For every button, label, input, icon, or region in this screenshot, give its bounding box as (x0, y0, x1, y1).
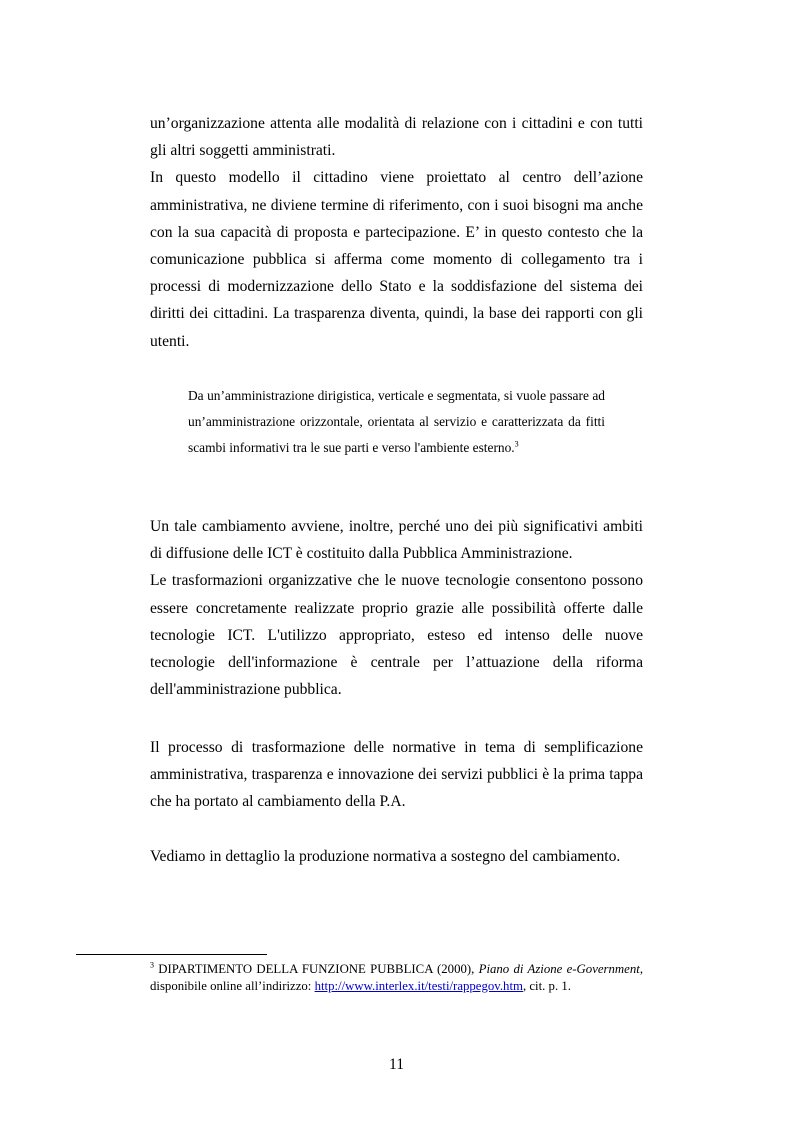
footnote (150, 961, 643, 994)
footnote-text: , disponibile online all’indirizzo: (150, 962, 644, 993)
body-text-closing (150, 843, 643, 870)
footnote-title: Piano di Azione e-Government (478, 962, 640, 976)
body-text-middle (150, 513, 643, 703)
footnote-separator (76, 954, 267, 955)
block-quote-text: Da un’amministrazione dirigistica, verticale e segmentata, si vuole passare ad un’amministrazione orizzontale, orientata al servizio e caratterizzata da fitti scambi informativi tra le sue parti e verso l'ambiente esterno. (188, 388, 605, 455)
body-text-top (150, 110, 643, 355)
paragraph-continued: un’organizzazione attenta alle modalità di relazione con i cittadini e con tutti gli altri soggetti amministrati. (150, 115, 643, 160)
footnote-link[interactable]: http://www.interlex.it/testi/rappegov.htm (314, 978, 523, 993)
paragraph-closing: Vediamo in dettaglio la produzione normativa a sostegno del cambiamento. (150, 848, 621, 865)
paragraph-regulation-process: Il processo di trasformazione delle normative in tema di semplificazione amministrativa, trasparenza e innovazione dei servizi pubblici è la prima tappa che ha portato al cambiamento della P.A. (150, 739, 643, 811)
paragraph-organizational-change: Le trasformazioni organizzative che le nuove tecnologie consentono possono essere concretamente realizzate proprio grazie alle possibilità offerte dalle tecnologie ICT. L'utilizzo appropriato, esteso ed intenso delle nuove tecnologie dell'informazione è centrale per l’attuazione della riforma dell'amministrazione pubblica. (150, 572, 643, 699)
page-number: 11 (388, 1056, 404, 1073)
footnote-number: 3 (150, 960, 154, 970)
block-quote (188, 383, 605, 461)
paragraph-ict-diffusion: Un tale cambiamento avviene, inoltre, perché uno dei più significativi ambiti di diffusione delle ICT è costituito dalla Pubblica Amministrazione. (150, 518, 643, 563)
paragraph-citizen-model: In questo modello il cittadino viene proiettato al centro dell’azione amministrativa, ne diviene termine di riferimento, con i suoi bisogni ma anche con la sua capacità di proposta e partecipazione. E’ in questo contesto che la comunicazione pubblica si afferma come momento di collegamento tra i processi di modernizzazione dello Stato e la soddisfazione del sistema dei diritti dei cittadini. La trasparenza diventa, quindi, la base dei rapporti con gli utenti. (150, 169, 643, 350)
footnote-suffix: , cit. p. 1. (522, 978, 571, 993)
footnote-author: DIPARTIMENTO DELLA FUNZIONE PUBBLICA (2000), (158, 962, 475, 976)
footnote-reference[interactable]: 3 (514, 439, 519, 449)
body-text-regulation (150, 734, 643, 816)
